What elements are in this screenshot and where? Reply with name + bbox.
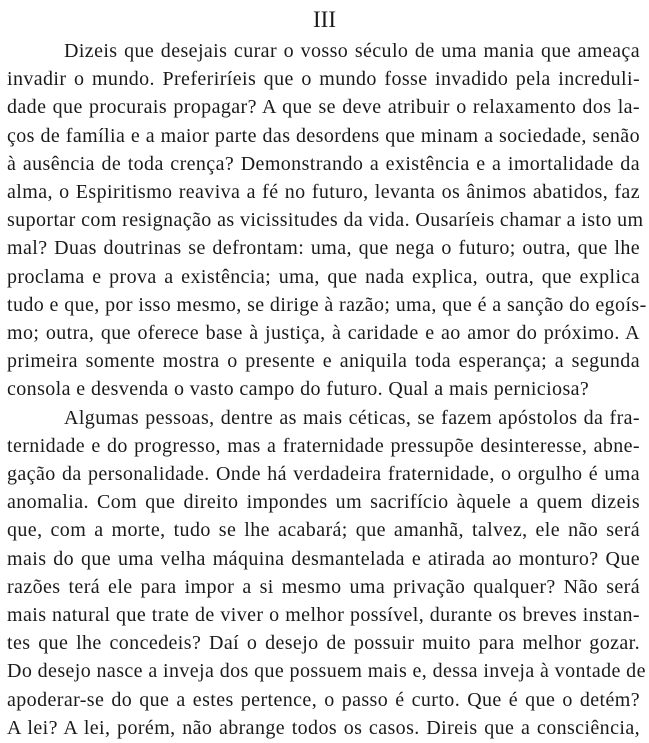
paragraph-1-line: proclama e prova a existência; uma, que nada explica, outra, que explica	[7, 265, 640, 288]
paragraph-2-line: mais do que uma velha máquina desmantelada e atirada ao monturo? Que	[7, 547, 640, 570]
paragraph-1-line: Dizeis que desejais curar o vosso século de uma mania que ameaça	[64, 40, 640, 62]
paragraph-1-line: alma, o Espiritismo reaviva a fé no futuro, levanta os ânimos abatidos, faz	[7, 181, 640, 203]
paragraph-1-line: à ausência de toda crença? Demonstrando a existência e a imortalidade da	[7, 152, 640, 175]
paragraph-1-line: invadir o mundo. Preferiríeis que o mundo fosse invadido pela increduli-	[7, 68, 640, 91]
paragraph-2-line: anomalia. Com que direito impondes um sacrifício àquele a quem dizeis	[7, 491, 640, 514]
chapter-heading: III	[313, 7, 336, 32]
paragraph-2-line: mais natural que trate de viver o melhor possível, durante os breves instan-	[7, 604, 640, 626]
paragraph-1-line: mo; outra, que oferece base à justiça, à caridade e ao amor do próximo. A	[7, 322, 640, 344]
paragraph-2-line: apoderar-se do que a estes pertence, o passo é curto. Que é que o detém?	[7, 688, 640, 711]
paragraph-2-line: que, com a morte, tudo se lhe acabará; que amanhã, talvez, ele não será	[7, 519, 640, 542]
paragraph-2-line: ternidade e do progresso, mas a fraternidade pressupõe desinteresse, abne-	[7, 434, 640, 457]
paragraph-1-line: dade que procurais propagar? A que se deve atribuir o relaxamento dos la-	[7, 96, 640, 119]
paragraph-1-line: tudo e que, por isso mesmo, se dirige à razão; uma, que é a sanção do egoís-	[7, 293, 647, 316]
paragraph-2-line: tes que lhe concedeis? Daí o desejo de possuir muito para melhor gozar.	[7, 632, 640, 655]
paragraph-2-line: gação da personalidade. Onde há verdadeira fraternidade, o orgulho é uma	[7, 463, 640, 485]
paragraph-1-line: consola e desvenda o vasto campo do futuro. Qual a mais perniciosa?	[7, 378, 590, 401]
paragraph-2-line: razões terá ele para impor a si mesmo uma privação qualquer? Não será	[7, 575, 640, 598]
paragraph-1-line: ços de família e a maior parte das desordens que minam a sociedade, senão	[7, 124, 640, 147]
paragraph-1-line: suportar com resignação as vicissitudes da vida. Ousaríeis chamar a isto um	[7, 209, 644, 232]
paragraph-1-line: primeira somente mostra o presente e aniquila toda esperança; a segunda	[7, 350, 640, 373]
paragraph-2-line: A lei? A lei, porém, não abrange todos os casos. Direis que a consciência,	[7, 716, 640, 739]
paragraph-2-line: Algumas pessoas, dentre as mais céticas, se fazem apóstolos da fra-	[64, 406, 640, 429]
paragraph-2-line: Do desejo nasce a inveja dos que possuem mais e, dessa inveja à vontade de	[7, 660, 646, 683]
paragraph-1-line: mal? Duas doutrinas se defrontam: uma, que nega o futuro; outra, que lhe	[7, 237, 640, 260]
